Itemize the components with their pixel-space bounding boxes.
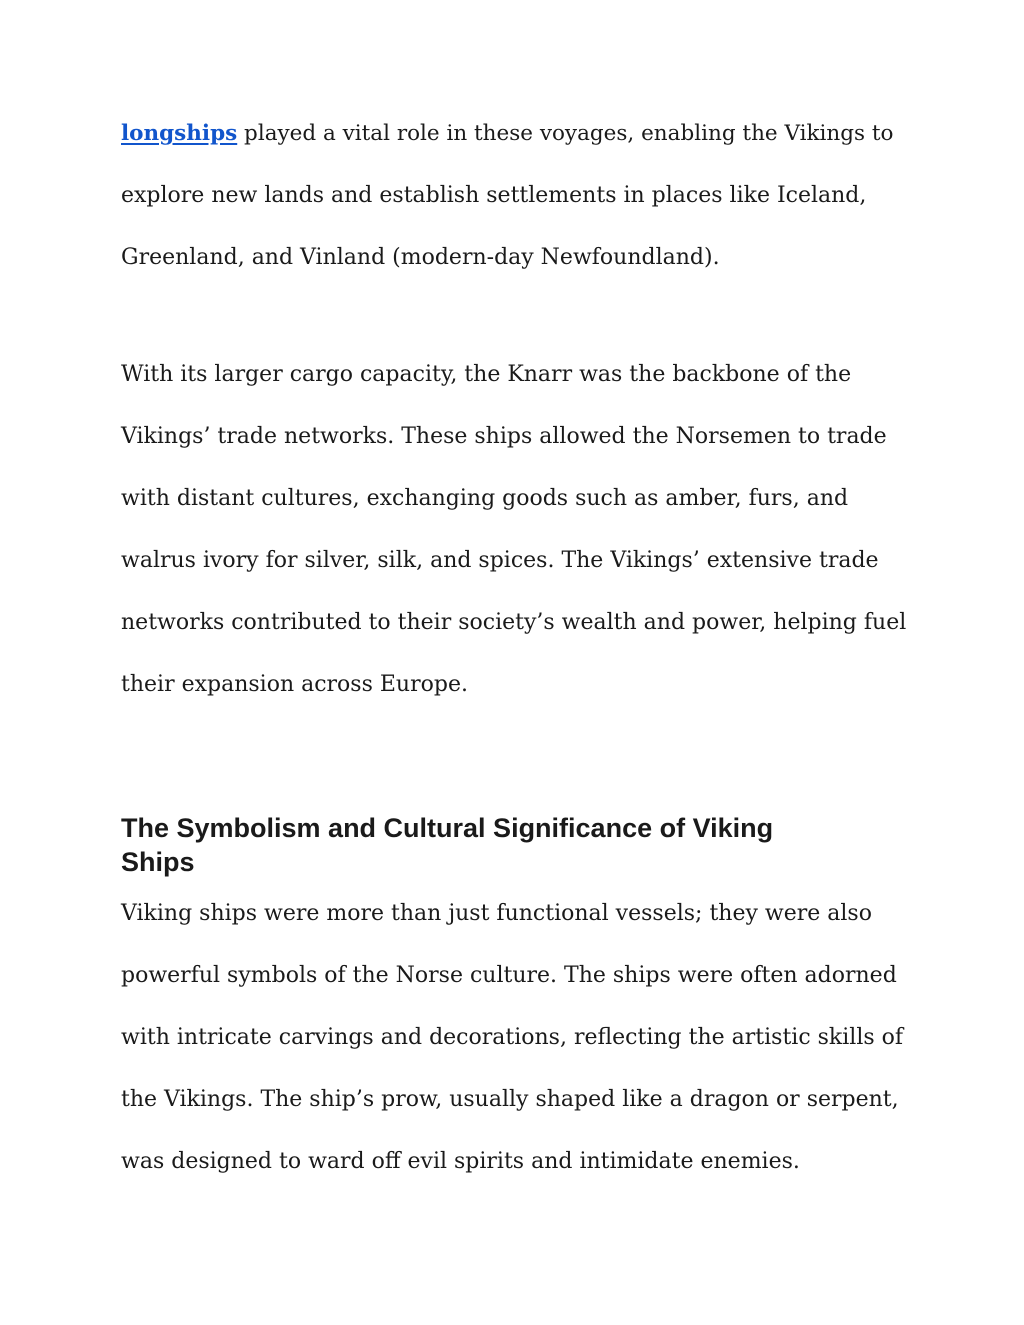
paragraph2-line1: With its larger cargo capacity, the Knarr was the backbone of the xyxy=(121,362,852,387)
paragraph1-line1 xyxy=(121,119,893,149)
paragraph2-line5: networks contributed to their society’s wealth and power, helping fuel xyxy=(121,610,907,635)
paragraph3-line5: was designed to ward off evil spirits and intimidate enemies. xyxy=(121,1149,800,1174)
paragraph2-line4: walrus ivory for silver, silk, and spices. The Vikings’ extensive trade xyxy=(121,548,879,573)
paragraph3-line2: powerful symbols of the Norse culture. The ships were often adorned xyxy=(121,963,897,988)
paragraph3-line1: Viking ships were more than just functional vessels; they were also xyxy=(121,901,872,926)
paragraph2-line6: their expansion across Europe. xyxy=(121,672,468,697)
paragraph3-line3: with intricate carvings and decorations, reflecting the artistic skills of xyxy=(121,1025,904,1050)
section-heading xyxy=(121,811,901,879)
section-heading-line2: Ships xyxy=(121,847,195,877)
section-heading-line1: The Symbolism and Cultural Significance of Viking xyxy=(121,813,774,843)
paragraph2-line2: Vikings’ trade networks. These ships allowed the Norsemen to trade xyxy=(121,424,887,449)
paragraph1-line1-text: played a vital role in these voyages, enabling the Vikings to xyxy=(237,121,894,146)
paragraph3-line4: the Vikings. The ship’s prow, usually shaped like a dragon or serpent, xyxy=(121,1087,899,1112)
paragraph1-line2: explore new lands and establish settlements in places like Iceland, xyxy=(121,183,867,208)
longships-link[interactable]: longships xyxy=(121,121,238,146)
paragraph1-line3: Greenland, and Vinland (modern-day Newfoundland). xyxy=(121,245,720,270)
paragraph2-line3: with distant cultures, exchanging goods such as amber, furs, and xyxy=(121,486,849,511)
